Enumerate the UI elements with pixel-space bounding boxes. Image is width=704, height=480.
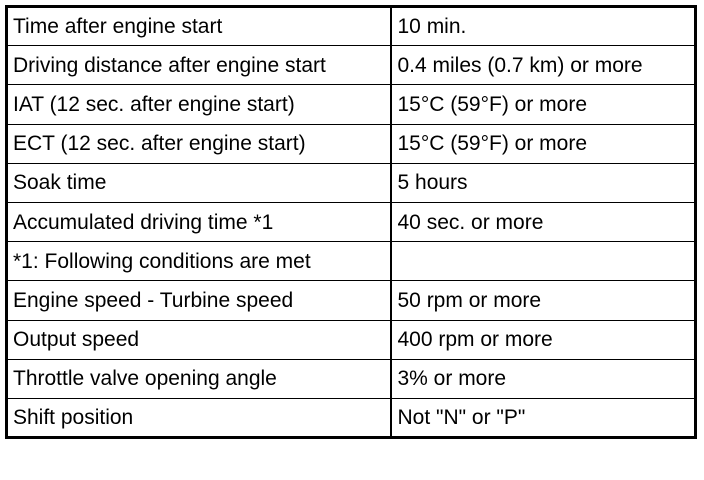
table-row	[7, 202, 696, 241]
table-row	[7, 398, 696, 437]
value-cell: 15°C (59°F) or more	[391, 85, 696, 124]
table-row	[7, 242, 696, 281]
value-cell: Not "N" or "P"	[391, 398, 696, 437]
table-row	[7, 163, 696, 202]
table-row	[7, 320, 696, 359]
value-cell: 10 min.	[391, 7, 696, 46]
condition-cell: Soak time	[7, 163, 391, 202]
table-row	[7, 46, 696, 85]
table-row	[7, 124, 696, 163]
condition-cell: Engine speed - Turbine speed	[7, 281, 391, 320]
table-row	[7, 85, 696, 124]
condition-cell: Accumulated driving time *1	[7, 202, 391, 241]
value-cell: 5 hours	[391, 163, 696, 202]
value-cell: 3% or more	[391, 359, 696, 398]
table-row	[7, 359, 696, 398]
value-cell: 0.4 miles (0.7 km) or more	[391, 46, 696, 85]
condition-cell: Driving distance after engine start	[7, 46, 391, 85]
condition-cell: Throttle valve opening angle	[7, 359, 391, 398]
condition-cell: Time after engine start	[7, 7, 391, 46]
condition-cell: IAT (12 sec. after engine start)	[7, 85, 391, 124]
value-cell: 400 rpm or more	[391, 320, 696, 359]
value-cell: 15°C (59°F) or more	[391, 124, 696, 163]
condition-cell: ECT (12 sec. after engine start)	[7, 124, 391, 163]
value-cell: 40 sec. or more	[391, 202, 696, 241]
conditions-table	[5, 5, 697, 439]
value-cell	[391, 242, 696, 281]
condition-cell: Output speed	[7, 320, 391, 359]
value-cell: 50 rpm or more	[391, 281, 696, 320]
table-row	[7, 281, 696, 320]
table-row	[7, 7, 696, 46]
condition-cell: *1: Following conditions are met	[7, 242, 391, 281]
condition-cell: Shift position	[7, 398, 391, 437]
